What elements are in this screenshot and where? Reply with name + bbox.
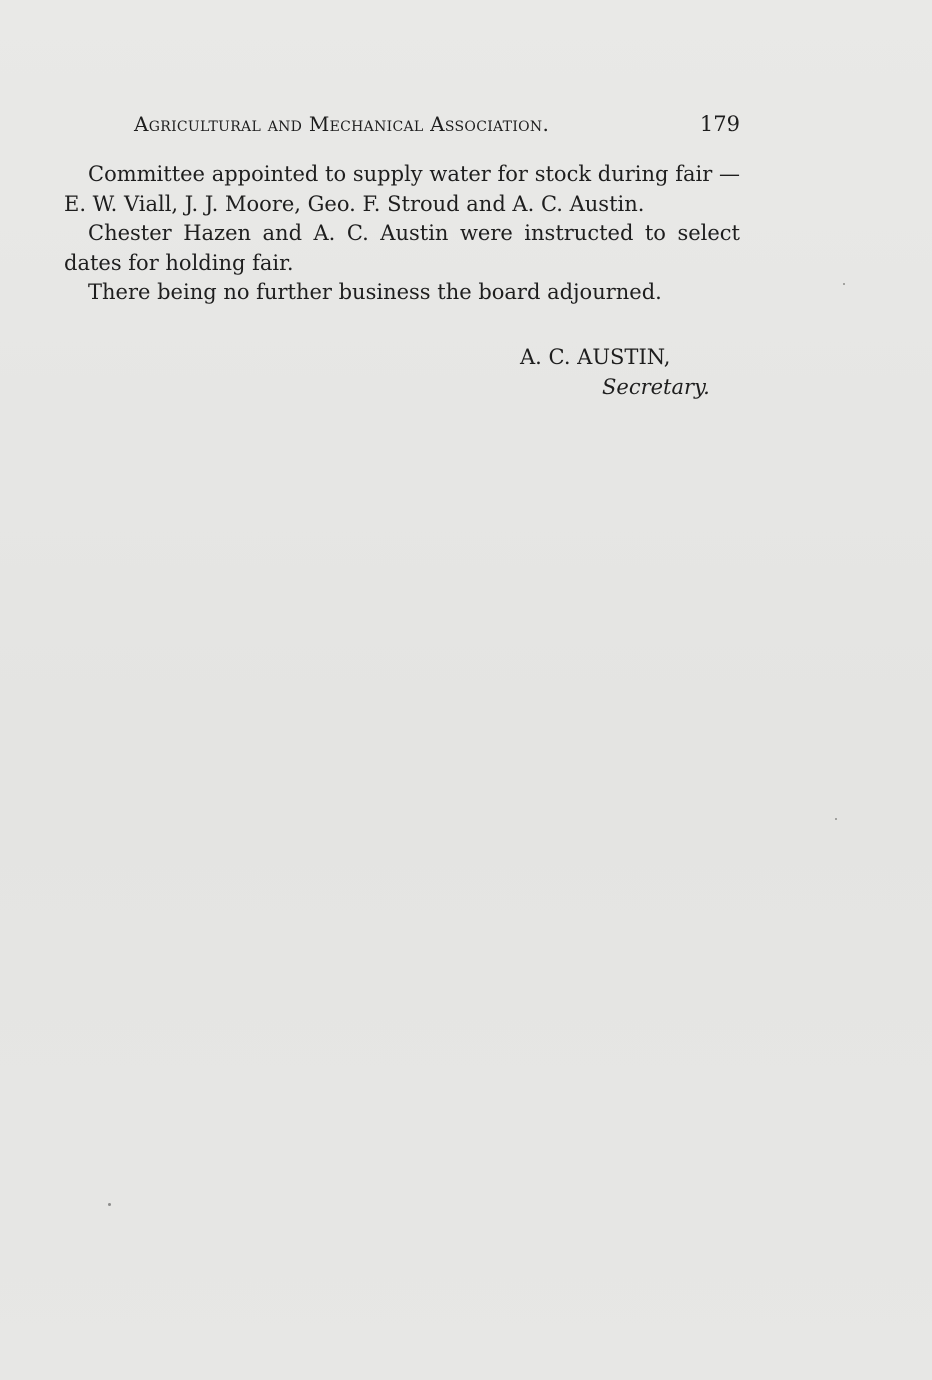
signature-name: A. C. AUSTIN, <box>520 345 671 369</box>
paper-speck <box>108 1203 111 1206</box>
paragraph-dates: Chester Hazen and A. C. Austin were instructed to select dates for holding fair. <box>64 221 740 275</box>
signature-block <box>520 342 720 402</box>
running-title: Agricultural and Mechanical Association. <box>134 112 550 136</box>
body-text <box>64 160 740 308</box>
page-number: 179 <box>699 112 740 136</box>
running-header <box>134 112 740 142</box>
paper-speck <box>843 283 845 285</box>
signature-title: Secretary. <box>602 375 710 399</box>
paragraph-committee: Committee appointed to supply water for stock during fair — E. W. Viall, J. J. Moore, Geo. F. Stroud and A. C. Austin. <box>64 162 740 216</box>
paper-speck <box>835 818 837 820</box>
paragraph-adjourned: There being no further business the board adjourned. <box>88 280 662 304</box>
